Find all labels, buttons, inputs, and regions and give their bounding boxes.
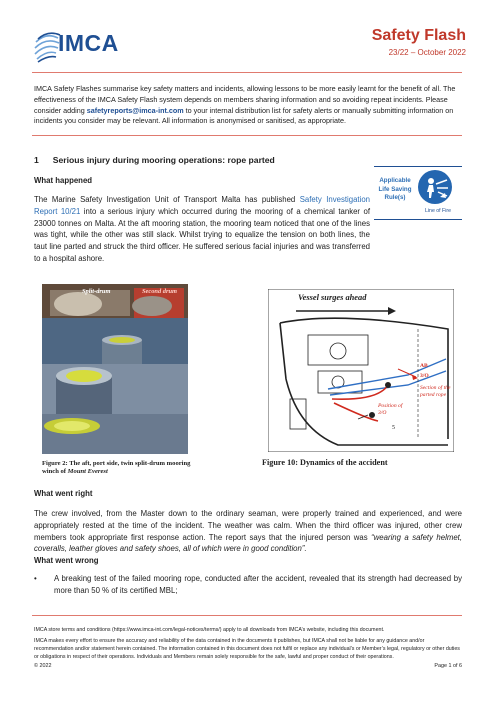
intro-paragraph: IMCA Safety Flashes summarise key safety matters and incidents, allowing lessons to be more easily learnt for the benefit of all. The effectiveness of the IMCA Safety Flash system depends on members sharing information and so avoiding repeat incidents. Please consider adding safetyreports@imca-int.com to your internal distribution list for safety alerts or manually submitting information on incidents you consider may be relevant. All information is anonymised or sanitised, as appropriate. [34, 84, 456, 126]
figure-10-caption: Figure 10: Dynamics of the accident [262, 458, 388, 467]
life-saving-rules-label: Applicable Life Saving Rule(s) [378, 177, 412, 201]
ab-label: AB [420, 363, 428, 369]
page-title: Safety Flash [371, 27, 466, 44]
footer-divider [32, 615, 462, 616]
list-item: • A breaking test of the failed mooring rope, conducted after the accident, revealed that its strength had decreased by more than 50 % of its certified MBL; [34, 574, 462, 595]
what-went-right-paragraph: The crew involved, from the Master down to the ordinary seaman, were properly trained and experienced, and were appropriately rested at the time of the incident. The weather was calm. When the third officer was injured, other crew members took appropriate first response action. The report says that the injured person was “wearing a safety helmet, coveralls, leather gloves and safety shoes, all of which were in good condition”. [34, 509, 463, 554]
position-label: Position of 3/O [378, 403, 403, 416]
lsr-bottom-line [374, 219, 462, 220]
lsr-top-line [374, 166, 462, 167]
line-of-fire-icon [418, 170, 452, 204]
diagram-title: Vessel surges ahead [298, 293, 367, 302]
split-drum-label: Split-drum [82, 288, 111, 295]
accident-dynamics-diagram [268, 289, 454, 452]
intro-divider [32, 135, 462, 136]
what-went-wrong-heading: What went wrong [34, 556, 99, 565]
safety-report-link[interactable]: Safety Investigation Report 10/21 [34, 195, 370, 216]
what-happened-paragraph: The Marine Safety Investigation Unit of Transport Malta has published Safety Investigation Report 10/21 into a serious injury which occurred during the mooring of a chemical tanker of 23000 tonnes on Malta. At the aft mooring station, the mooring team noticed that one of the lines was tight, while the other was still slack. Whilst trying to equalize the tension on both lines, the taut line parted and struck the third officer. He suffered serious facial injuries and was transferred to a hospital ashore. [34, 195, 370, 263]
contact-email-link[interactable]: safetyreports@imca-int.com [86, 105, 184, 115]
line-of-fire-caption: Line of Fire [425, 208, 451, 214]
officer-label: 3/O [420, 373, 429, 379]
what-went-right-heading: What went right [34, 489, 93, 498]
logo-text: IMCA [58, 30, 119, 56]
figure-2-caption: Figure 2: The aft, port side, twin split-drum mooring winch of Mount Everest [42, 460, 191, 475]
mooring-winch-photo [42, 284, 188, 454]
second-drum-label: Second drum [142, 288, 177, 295]
liability-disclaimer: IMCA makes every effort to ensure the accuracy and reliability of the data contained in the documents it publishes, but IMCA shall not be liable for any guidance and/or recommendation and/or statement herein contained. The information contained in this document does not fulfil or replace any individual’s or Member’s legal, regulatory or other duties or obligations in respect of their operations. Individuals and Members remain solely responsible for the safe, lawful and proper conduct of their operations. [34, 638, 460, 660]
header [0, 0, 496, 72]
header-divider [32, 72, 462, 73]
issue-date: 23/22 – October 2022 [388, 48, 466, 57]
marker-5-label: 5 [392, 425, 395, 431]
section-title: 1 Serious injury during mooring operations: rope parted [34, 155, 275, 165]
parted-rope-label: Section of the parted rope [420, 385, 451, 398]
copyright: © 2022 [34, 663, 52, 669]
bullet-icon: • [34, 574, 37, 583]
page-number: Page 1 of 6 [434, 663, 462, 669]
terms-notice: IMCA store terms and conditions (https://www.imca-int.com/legal-notices/terms/) apply to all downloads from IMCA’s website, including this document. [34, 627, 385, 633]
what-happened-heading: What happened [34, 176, 93, 185]
footer-row [34, 663, 462, 669]
